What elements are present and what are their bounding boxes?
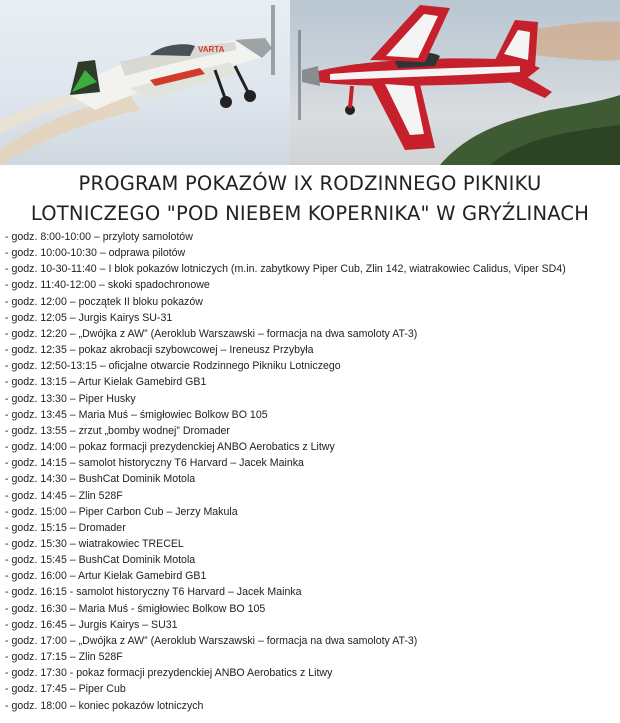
schedule-item: - godz. 12:35 – pokaz akrobacji szybowcowej – Ireneusz Przybyła [5,344,314,357]
schedule-item: - godz. 14:30 – BushCat Dominik Motola [5,473,196,486]
schedule-item: - godz. 11:40-12:00 – skoki spadochronowe [5,279,210,292]
schedule-item: - godz. 16:00 – Artur Kielak Gamebird GB1 [5,570,207,583]
schedule-item: - godz. 10-30-11:40 – I blok pokazów lotniczych (m.in. zabytkowy Piper Cub, Zlin 142, wiatrakowiec Calidus, Viper SD4) [5,263,566,276]
schedule-item: - godz. 15:00 – Piper Carbon Cub – Jerzy Makula [5,505,238,518]
schedule-item: - godz. 10:00-10:30 – odprawa pilotów [5,247,186,260]
schedule-item: - godz. 15:15 – Dromader [5,521,126,534]
schedule-item: - godz. 17:45 – Piper Cub [5,683,126,696]
schedule-item: - godz. 14:15 – samolot historyczny T6 Harvard – Jacek Mainka [5,457,304,470]
schedule-item: - godz. 13:15 – Artur Kielak Gamebird GB1 [5,376,207,389]
green-aerobatic-plane-illustration [0,0,290,165]
red-white-aerobatic-plane-photo [290,0,620,165]
title-line-1: PROGRAM POKAZÓW IX RODZINNEGO PIKNIKU [78,172,542,195]
schedule-item: - godz. 14:45 – Zlin 528F [5,489,123,502]
schedule-item: - godz. 8:00-10:00 – przyloty samolotów [5,231,193,243]
schedule-item: - godz. 15:45 – BushCat Dominik Motola [5,554,196,567]
schedule-item: - godz. 16:45 – Jurgis Kairys – SU31 [5,618,178,631]
schedule-item: - godz. 17:30 - pokaz formacji prezydenckiej ANBO Aerobatics z Litwy [5,667,333,680]
schedule-item: - godz. 17:00 – „Dwójka z AW” (Aeroklub Warszawski – formacja na dwa samoloty AT-3) [5,634,418,647]
schedule-item: - godz. 17:15 – Zlin 528F [5,651,123,664]
schedule-item: - godz. 12:20 – „Dwójka z AW” (Aeroklub Warszawski – formacja na dwa samoloty AT-3) [5,327,418,340]
title-line-2: LOTNICZEGO "POD NIEBEM KOPERNIKA" W GRYŹLINACH [30,202,590,225]
schedule-item: - godz. 16:30 – Maria Muś - śmigłowiec Bolkow BO 105 [5,602,266,615]
green-aerobatic-plane-photo [0,0,290,165]
schedule-item: - godz. 12:05 – Jurgis Kairys SU-31 [5,311,173,324]
schedule-item: - godz. 14:00 – pokaz formacji prezydenckiej ANBO Aerobatics z Litwy [5,441,335,454]
schedule-item: - godz. 13:55 – zrzut „bomby wodnej” Dromader [5,424,230,437]
page-title [0,169,620,229]
plane-livery-text: VARTA [198,45,225,54]
schedule-item: - godz. 12:50-13:15 – oficjalne otwarcie Rodzinnego Pikniku Lotniczego [5,360,341,373]
show-schedule-list [0,229,620,714]
schedule-item: - godz. 15:30 – wiatrakowiec TRECEL [5,537,184,550]
schedule-item: - godz. 13:45 – Maria Muś – śmigłowiec Bolkow BO 105 [5,408,268,421]
schedule-item: - godz. 13:30 – Piper Husky [5,392,136,405]
schedule-item: - godz. 18:00 – koniec pokazów lotniczych [5,699,204,712]
schedule-item: - godz. 12:00 – początek II bloku pokazów [5,295,203,308]
page-bottom-edge [0,716,620,723]
red-aerobatic-plane-illustration [290,0,620,165]
header-photos [0,0,620,165]
schedule-item: - godz. 16:15 - samolot historyczny T6 Harvard – Jacek Mainka [5,586,302,599]
